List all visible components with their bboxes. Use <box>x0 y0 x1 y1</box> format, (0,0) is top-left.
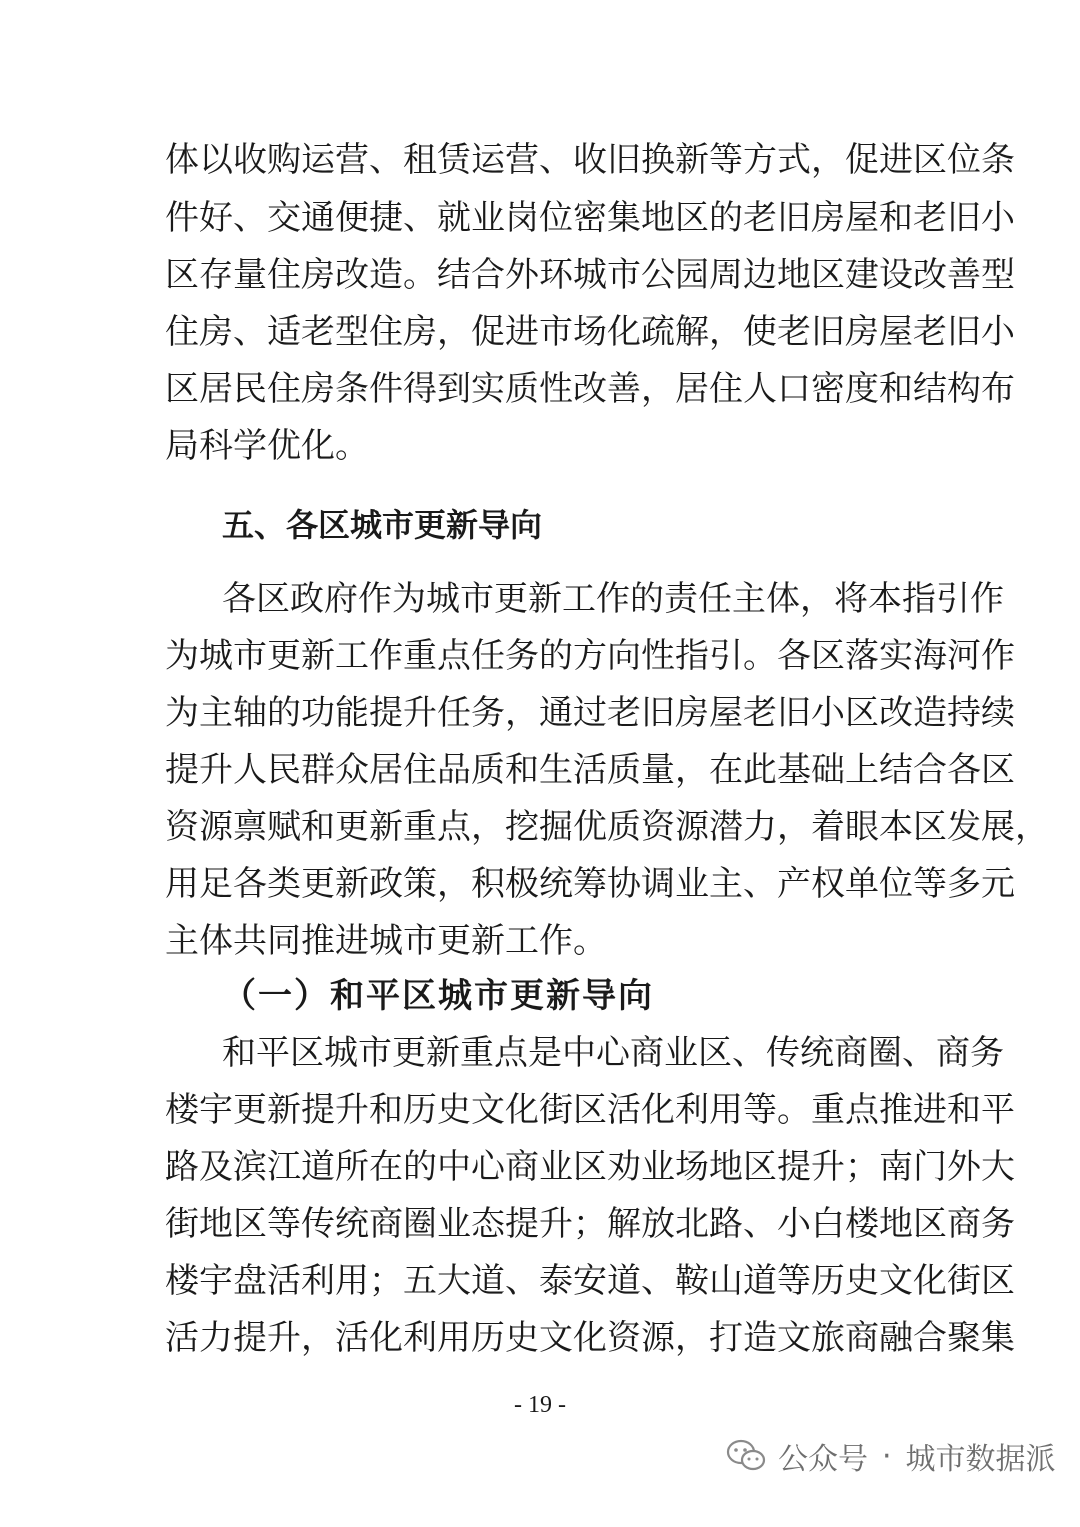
paragraph-line: 区居民住房条件得到实质性改善，居住人口密度和结构布 <box>165 369 1015 409</box>
paragraph-line: 主体共同推进城市更新工作。 <box>165 921 607 961</box>
watermark-account: 城市数据派 <box>905 1442 1056 1477</box>
wechat-icon <box>726 1439 766 1473</box>
watermark-source: 公众号 <box>778 1442 868 1477</box>
subsection-heading: （一）和平区城市更新导向 <box>222 976 654 1016</box>
paragraph-line: 局科学优化。 <box>165 426 369 466</box>
paragraph-line: 街地区等传统商圈业态提升；解放北路、小白楼地区商务 <box>165 1204 1015 1244</box>
paragraph-line: 件好、交通便捷、就业岗位密集地区的老旧房屋和老旧小 <box>165 198 1015 238</box>
paragraph-line: 为城市更新工作重点任务的方向性指引。各区落实海河作 <box>165 636 1015 676</box>
paragraph-line: 路及滨江道所在的中心商业区劝业场地区提升；南门外大 <box>165 1147 1015 1187</box>
paragraph-line: 住房、适老型住房，促进市场化疏解，使老旧房屋老旧小 <box>165 312 1015 352</box>
paragraph-line: 资源禀赋和更新重点，挖掘优质资源潜力，着眼本区发展， <box>165 807 1049 847</box>
paragraph-line: 楼宇盘活利用；五大道、泰安道、鞍山道等历史文化街区 <box>165 1261 1015 1301</box>
paragraph-line: 区存量住房改造。结合外环城市公园周边地区建设改善型 <box>165 255 1015 295</box>
page-number: - 19 - <box>514 1392 566 1418</box>
paragraph-line: 和平区城市更新重点是中心商业区、传统商圈、商务 <box>222 1033 1004 1073</box>
paragraph-line: 为主轴的功能提升任务，通过老旧房屋老旧小区改造持续 <box>165 693 1015 733</box>
paragraph-line: 用足各类更新政策，积极统筹协调业主、产权单位等多元 <box>165 864 1015 904</box>
paragraph-line: 提升人民群众居住品质和生活质量，在此基础上结合各区 <box>165 750 1015 790</box>
paragraph-line: 体以收购运营、租赁运营、收旧换新等方式，促进区位条 <box>165 140 1015 180</box>
paragraph-line: 各区政府作为城市更新工作的责任主体，将本指引作 <box>222 579 1004 619</box>
section-heading: 五、各区城市更新导向 <box>222 506 543 544</box>
watermark-separator: · <box>882 1438 892 1474</box>
paragraph-line: 活力提升，活化利用历史文化资源，打造文旅商融合聚集 <box>165 1318 1015 1358</box>
watermark <box>726 1432 1056 1480</box>
paragraph-line: 楼宇更新提升和历史文化街区活化利用等。重点推进和平 <box>165 1090 1015 1130</box>
